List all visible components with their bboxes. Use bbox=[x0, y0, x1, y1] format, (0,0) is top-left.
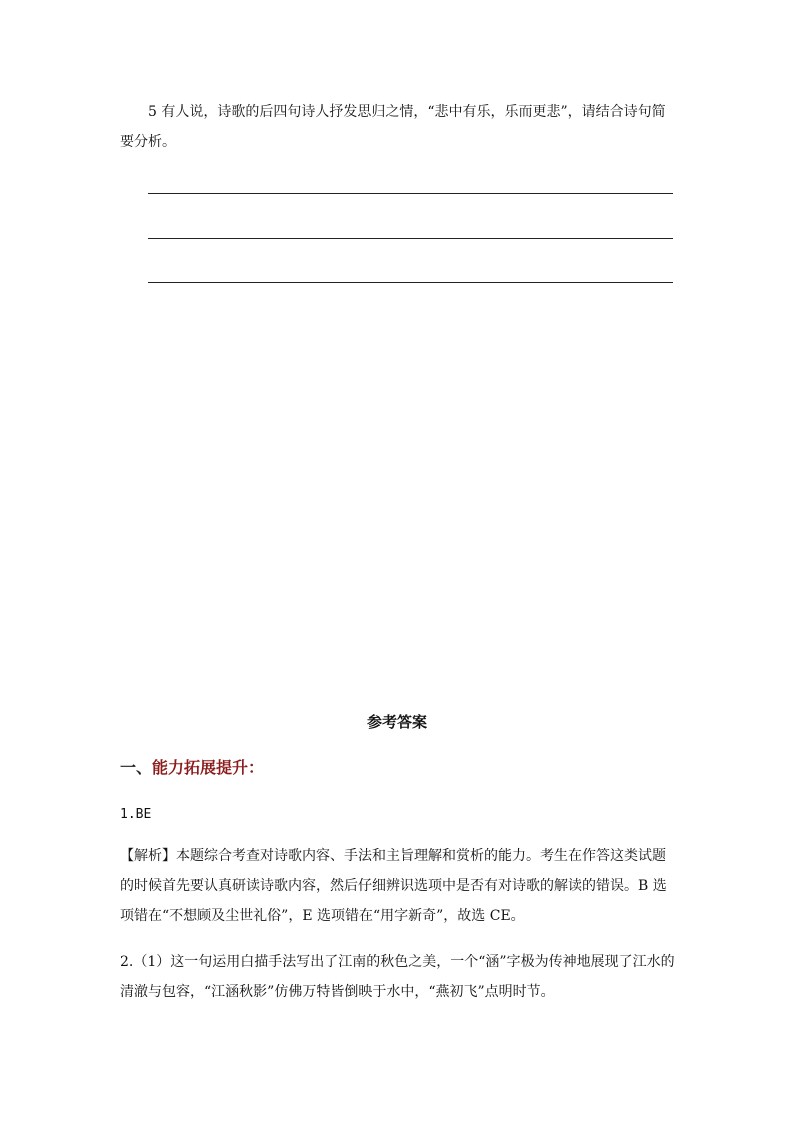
answer-blank-line-2[interactable] bbox=[148, 238, 673, 239]
answer-blank-line-1[interactable] bbox=[148, 193, 673, 194]
section-label: 能力拓展提升： bbox=[152, 758, 265, 777]
section-heading bbox=[120, 755, 264, 781]
answers-title: 参考答案 bbox=[366, 713, 427, 731]
question-5-text: 5 有人说，诗歌的后四句诗人抒发思归之情，“悲中有乐，乐而更悲”，请结合诗句简要分析。 bbox=[120, 104, 666, 150]
answer-item-2: 2.（1）这一句运用白描手法写出了江南的秋色之美，一个“涵”字极为传神地展现了江水的清澈与包容，“江涵秋影”仿佛万特皆倒映于水中，“燕初飞”点明时节。 bbox=[120, 954, 675, 1000]
answer-item-1: 1.BE bbox=[120, 807, 152, 822]
section-number: 一、 bbox=[120, 758, 153, 777]
answer-blank-line-3[interactable] bbox=[148, 282, 673, 283]
answer-analysis: 【解析】本题综合考查对诗歌内容、手法和主旨理解和赏析的能力。考生在作答这类试题的时候首先要认真研读诗歌内容，然后仔细辨识选项中是否有对诗歌的解读的错误。B 选项错在“不想顾及尘世礼俗”，E 选项错在“用字新奇”，故选 CE。 bbox=[120, 848, 667, 924]
